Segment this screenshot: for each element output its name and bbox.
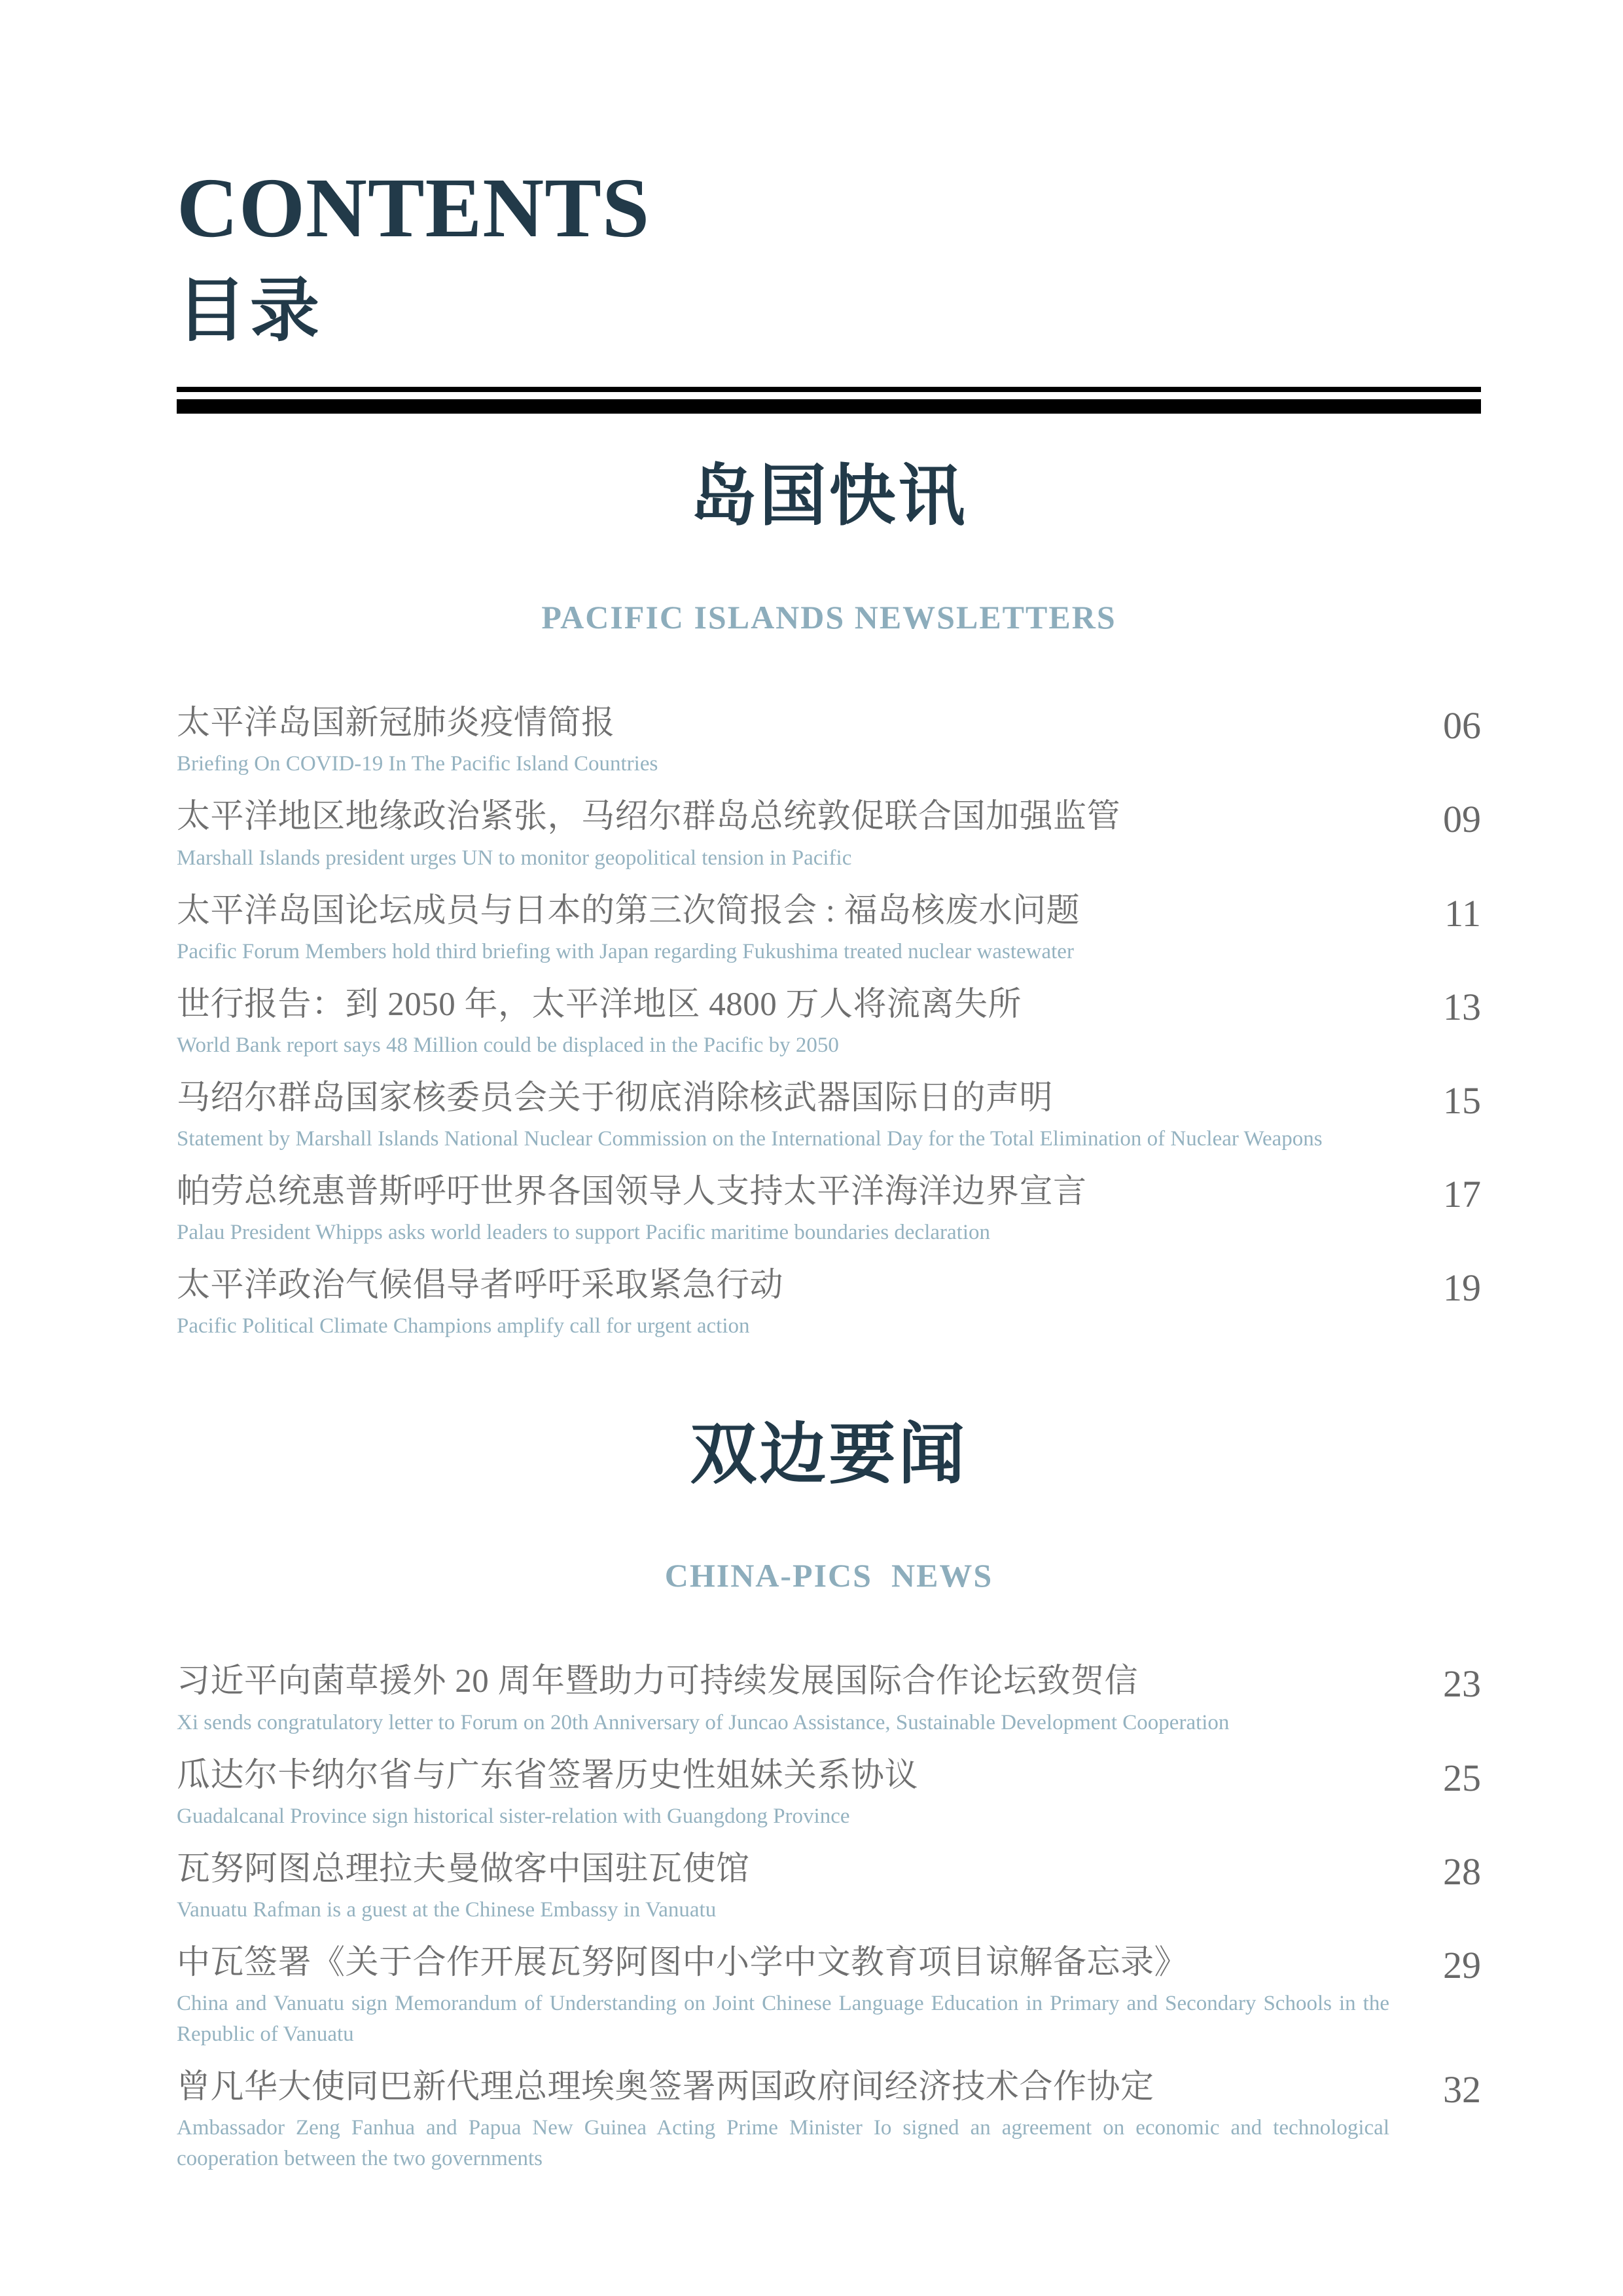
entry-page-number: 11 (1444, 891, 1481, 935)
entry-subtitle-en: Xi sends congratulatory letter to Forum on 20th Anniversary of Juncao Assistance, Sustainable Development Cooperation (177, 1710, 1230, 1734)
entry-subtitle-en: Guadalcanal Province sign historical sister-relation with Guangdong Province (177, 1804, 850, 1828)
section-2-entries (177, 1660, 1481, 2174)
entry-subtitle-en: World Bank report says 48 Million could be displaced in the Pacific by 2050 (177, 1033, 839, 1057)
entry-subtitle-en: Palau President Whipps asks world leaders to support Pacific maritime boundaries declaration (177, 1221, 990, 1245)
entry-page-number: 29 (1443, 1943, 1481, 1986)
page-title-zh: 目录 (177, 273, 323, 350)
toc-entry (177, 983, 1481, 1061)
entry-title-zh: 中瓦签署《关于合作开展瓦努阿图中小学中文教育项目谅解备忘录》 (177, 1944, 1188, 1981)
divider-thin-rule (177, 387, 1481, 392)
entry-title-zh: 太平洋岛国论坛成员与日本的第三次简报会 : 福岛核废水问题 (177, 892, 1080, 929)
entry-title-zh: 马绍尔群岛国家核委员会关于彻底消除核武器国际日的声明 (177, 1079, 1054, 1117)
section-1-title-zh: 岛国快讯 (690, 460, 968, 534)
section-2-subtitle-en: CHINA-PICS NEWS (664, 1557, 993, 1594)
entry-title-zh: 太平洋地区地缘政治紧张，马绍尔群岛总统敦促联合国加强监管 (177, 798, 1121, 836)
divider-thick-rule (177, 399, 1481, 414)
entry-page-number: 19 (1443, 1266, 1481, 1310)
entry-subtitle-en: Ambassador Zeng Fanhua and Papua New Guinea Acting Prime Minister Io signed an agreement on economic and technological cooperation between the two governments (177, 2116, 1389, 2171)
toc-entry (177, 1077, 1481, 1155)
toc-entry (177, 2066, 1481, 2174)
toc-entry (177, 1264, 1481, 1342)
entry-page-number: 15 (1443, 1079, 1481, 1122)
entry-page-number: 28 (1443, 1850, 1481, 1893)
section-1-entries (177, 702, 1481, 1342)
entry-page-number: 06 (1443, 704, 1481, 747)
toc-entry (177, 795, 1481, 873)
toc-entry (177, 1754, 1481, 1832)
entry-title-zh: 太平洋政治气候倡导者呼吁采取紧急行动 (177, 1267, 784, 1304)
entry-page-number: 17 (1443, 1172, 1481, 1215)
entry-subtitle-en: Vanuatu Rafman is a guest at the Chinese Embassy in Vanuatu (177, 1898, 717, 1922)
toc-entry (177, 702, 1481, 780)
entry-page-number: 13 (1443, 985, 1481, 1028)
entry-page-number: 23 (1443, 1662, 1481, 1706)
entry-subtitle-en: Marshall Islands president urges UN to monitor geopolitical tension in Pacific (177, 846, 852, 870)
toc-entry (177, 1848, 1481, 1926)
toc-entry (177, 1660, 1481, 1738)
entry-subtitle-en: Statement by Marshall Islands National Nuclear Commission on the International Day for the Total Elimination of Nuclear Weapons (177, 1127, 1323, 1151)
entry-title-zh: 瓦努阿图总理拉夫曼做客中国驻瓦使馆 (177, 1850, 750, 1888)
entry-title-zh: 曾凡华大使同巴新代理总理埃奥签署两国政府间经济技术合作协定 (177, 2068, 1154, 2106)
entry-subtitle-en: Briefing On COVID-19 In The Pacific Island Countries (177, 752, 658, 776)
entry-title-zh: 世行报告：到 2050 年，太平洋地区 4800 万人将流离失所 (177, 986, 1022, 1023)
entry-page-number: 25 (1443, 1756, 1481, 1799)
entry-title-zh: 太平洋岛国新冠肺炎疫情简报 (177, 705, 615, 742)
header-divider (177, 387, 1481, 414)
section-2-title-zh: 双边要闻 (690, 1418, 968, 1493)
entry-page-number: 32 (1443, 2068, 1481, 2111)
page-title: CONTENTS (177, 161, 651, 255)
entry-title-zh: 习近平向菌草援外 20 周年暨助力可持续发展国际合作论坛致贺信 (177, 1663, 1139, 1700)
entry-subtitle-en: Pacific Political Climate Champions amplify call for urgent action (177, 1314, 750, 1338)
entry-page-number: 09 (1443, 798, 1481, 841)
toc-entry (177, 889, 1481, 967)
entry-title-zh: 瓜达尔卡纳尔省与广东省签署历史性姐妹关系协议 (177, 1757, 919, 1794)
entry-title-zh: 帕劳总统惠普斯呼吁世界各国领导人支持太平洋海洋边界宣言 (177, 1173, 1087, 1210)
entry-subtitle-en: Pacific Forum Members hold third briefing with Japan regarding Fukushima treated nuclear wastewater (177, 939, 1074, 963)
toc-entry (177, 1941, 1481, 2050)
entry-subtitle-en: China and Vanuatu sign Memorandum of Understanding on Joint Chinese Language Education in Primary and Secondary Schools in the Republic of Vanuatu (177, 1992, 1389, 2047)
toc-entry (177, 1170, 1481, 1248)
section-1-subtitle-en: PACIFIC ISLANDS NEWSLETTERS (541, 599, 1116, 636)
